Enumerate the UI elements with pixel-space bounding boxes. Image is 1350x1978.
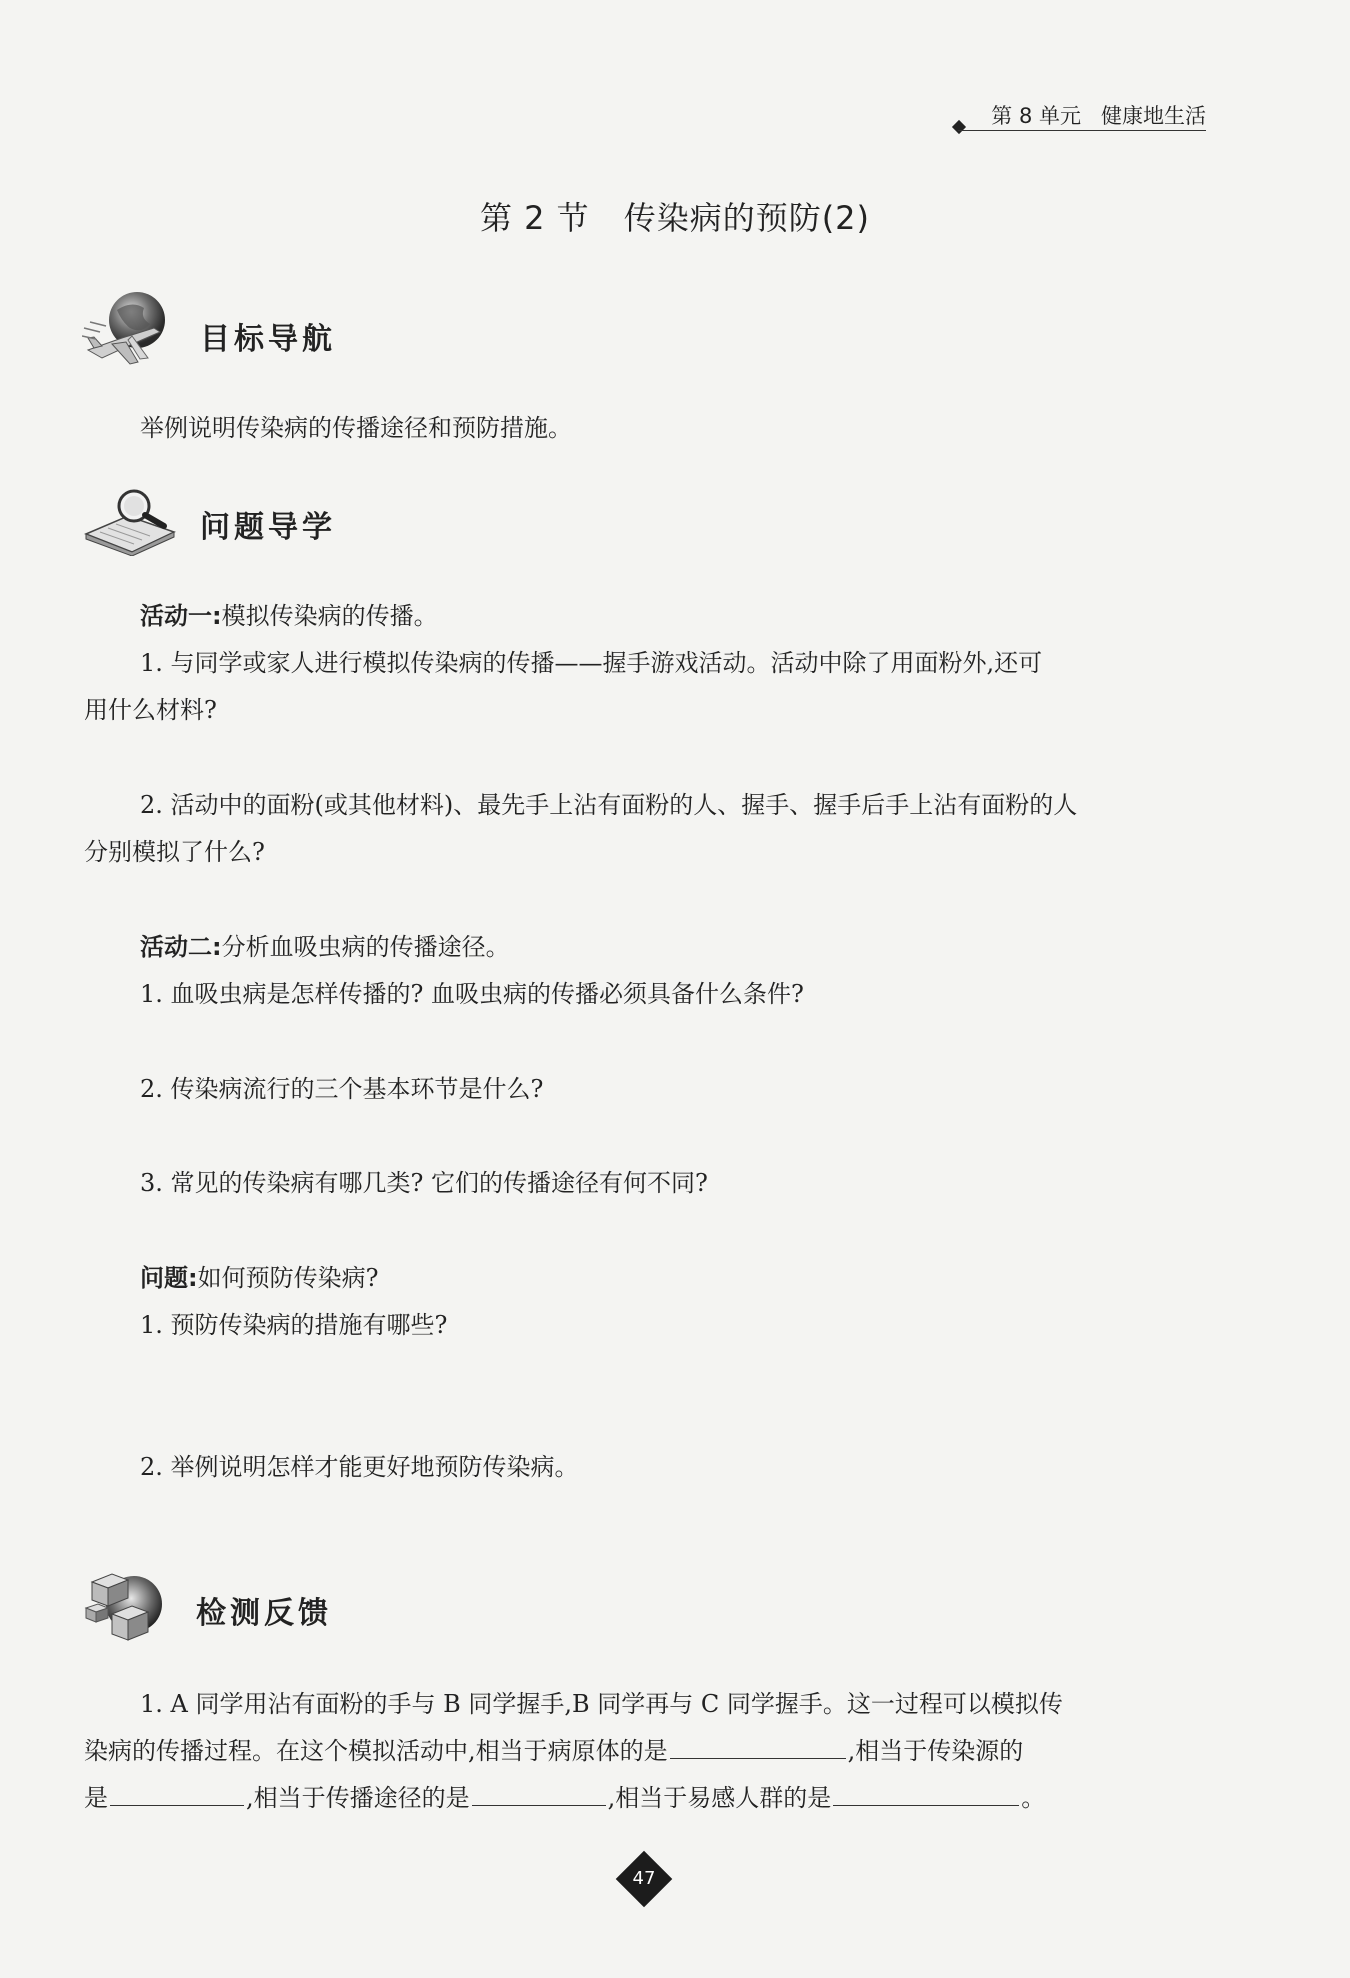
answer-blank-pathogen[interactable] <box>670 1734 846 1759</box>
activity1-label: 活动一: <box>140 602 222 630</box>
study-heading: 问题导学 <box>200 510 336 545</box>
activity1-q2-line2: 分别模拟了什么? <box>84 838 265 866</box>
feedback-q1-line3 <box>84 1775 1045 1821</box>
answer-blank-susceptible[interactable] <box>833 1781 1019 1806</box>
activity1-title: 模拟传染病的传播。 <box>221 602 438 630</box>
feedback-heading: 检测反馈 <box>196 1596 332 1631</box>
feedback-q1-line3-d: 。 <box>1021 1784 1046 1812</box>
feedback-q1-line3-b: ,相当于传播途径的是 <box>246 1784 470 1812</box>
section-name: 传染病的预防(2) <box>623 199 871 237</box>
running-header <box>958 100 1206 131</box>
activity2-title: 分析血吸虫病的传播途径。 <box>221 933 510 961</box>
goal-heading: 目标导航 <box>200 322 336 357</box>
feedback-q1-line2-a: 染病的传播过程。在这个模拟活动中,相当于病原体的是 <box>84 1737 668 1765</box>
section-number: 第 2 节 <box>479 199 590 237</box>
feedback-q1-line3-c: ,相当于易感人群的是 <box>607 1784 832 1812</box>
activity1-q1-line2: 用什么材料? <box>84 696 217 724</box>
activity1-q2-line1: 2. 活动中的面粉(或其他材料)、最先手上沾有面粉的人、握手、握手后手上沾有面粉的人 <box>140 791 1078 819</box>
feedback-q1-line1: 1. A 同学用沾有面粉的手与 B 同学握手,B 同学再与 C 同学握手。这一过程可以模拟传 <box>140 1690 1063 1718</box>
page-number: 47 <box>632 1868 656 1889</box>
activity1-q1-line1: 1. 与同学或家人进行模拟传染病的传播——握手游戏活动。活动中除了用面粉外,还可 <box>140 649 1043 677</box>
question-q2: 2. 举例说明怎样才能更好地预防传染病。 <box>140 1453 579 1481</box>
question-title: 如何预防传染病? <box>197 1264 379 1292</box>
page-title <box>0 193 1350 239</box>
question-heading <box>140 1255 378 1301</box>
activity1-heading <box>140 593 438 639</box>
page-number-badge <box>618 1853 670 1905</box>
book-magnifier-icon <box>82 488 182 556</box>
feedback-q1-line2 <box>84 1728 1023 1774</box>
question-label: 问题: <box>140 1264 198 1292</box>
header-unit: 第 8 单元 <box>991 104 1081 128</box>
globe-airplane-icon <box>82 288 182 378</box>
answer-blank-source[interactable] <box>110 1781 244 1806</box>
goal-text: 举例说明传染病的传播途径和预防措施。 <box>140 414 572 442</box>
activity2-q2: 2. 传染病流行的三个基本环节是什么? <box>140 1075 544 1103</box>
question-q1: 1. 预防传染病的措施有哪些? <box>140 1311 448 1339</box>
activity2-heading <box>140 924 510 970</box>
answer-blank-route[interactable] <box>472 1781 606 1806</box>
computer-cubes-icon <box>82 1568 182 1646</box>
activity2-q3: 3. 常见的传染病有哪几类? 它们的传播途径有何不同? <box>140 1169 708 1197</box>
activity2-q1: 1. 血吸虫病是怎样传播的? 血吸虫病的传播必须具备什么条件? <box>140 980 804 1008</box>
activity2-label: 活动二: <box>140 933 222 961</box>
feedback-q1-line3-a: 是 <box>84 1784 108 1812</box>
header-unit-title: 健康地生活 <box>1101 104 1206 128</box>
feedback-q1-line2-b: ,相当于传染源的 <box>847 1737 1024 1765</box>
